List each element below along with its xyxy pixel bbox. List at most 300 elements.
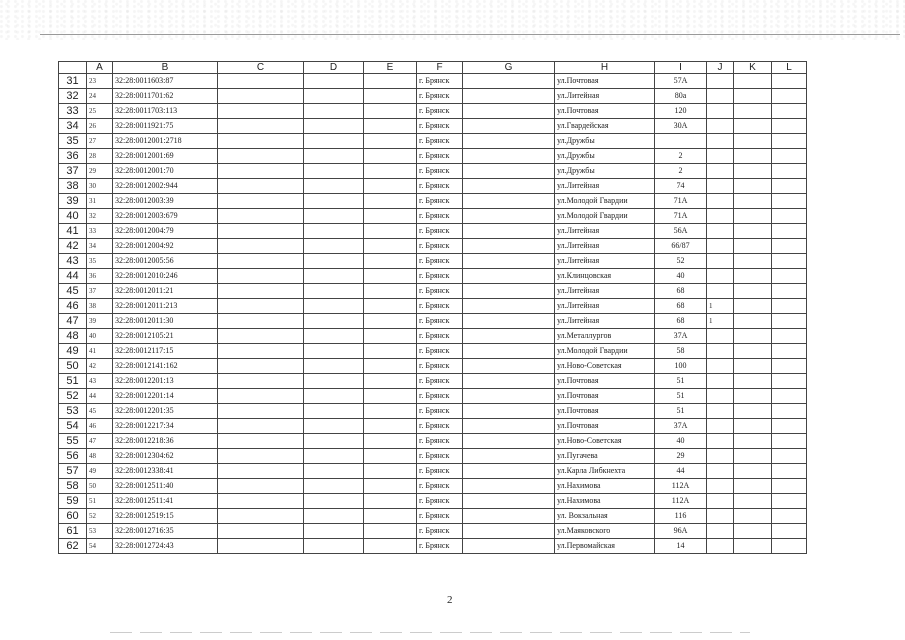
cell-k[interactable] — [734, 299, 772, 314]
cell-d[interactable] — [304, 104, 364, 119]
cell-c[interactable] — [218, 464, 304, 479]
cell-j[interactable] — [707, 239, 734, 254]
cell-g[interactable] — [463, 449, 555, 464]
cell-i[interactable] — [655, 134, 707, 149]
cell-e[interactable] — [364, 329, 417, 344]
cell-d[interactable] — [304, 419, 364, 434]
cell-i[interactable]: 29 — [655, 449, 707, 464]
cell-f[interactable]: г. Брянск — [417, 344, 463, 359]
cell-e[interactable] — [364, 209, 417, 224]
cell-e[interactable] — [364, 479, 417, 494]
cell-d[interactable] — [304, 164, 364, 179]
cell-l[interactable] — [772, 74, 807, 89]
cell-l[interactable] — [772, 329, 807, 344]
cell-e[interactable] — [364, 104, 417, 119]
cell-j[interactable] — [707, 344, 734, 359]
cell-a[interactable]: 30 — [87, 179, 113, 194]
column-header-h[interactable]: H — [555, 62, 655, 74]
cell-e[interactable] — [364, 239, 417, 254]
cell-d[interactable] — [304, 209, 364, 224]
cell-a[interactable]: 41 — [87, 344, 113, 359]
cell-g[interactable] — [463, 329, 555, 344]
cell-g[interactable] — [463, 374, 555, 389]
cell-l[interactable] — [772, 434, 807, 449]
cell-a[interactable]: 37 — [87, 284, 113, 299]
cell-j[interactable] — [707, 269, 734, 284]
cell-b[interactable]: 32:28:0012003:679 — [113, 209, 218, 224]
cell-c[interactable] — [218, 119, 304, 134]
cell-f[interactable]: г. Брянск — [417, 479, 463, 494]
cell-b[interactable]: 32:28:0012105:21 — [113, 329, 218, 344]
cell-g[interactable] — [463, 74, 555, 89]
cell-g[interactable] — [463, 509, 555, 524]
cell-a[interactable]: 35 — [87, 254, 113, 269]
cell-l[interactable] — [772, 284, 807, 299]
cell-b[interactable]: 32:28:0012117:15 — [113, 344, 218, 359]
cell-g[interactable] — [463, 479, 555, 494]
cell-j[interactable] — [707, 254, 734, 269]
cell-f[interactable]: г. Брянск — [417, 74, 463, 89]
cell-h[interactable]: ул.Почтовая — [555, 389, 655, 404]
cell-k[interactable] — [734, 254, 772, 269]
cell-d[interactable] — [304, 539, 364, 554]
cell-f[interactable]: г. Брянск — [417, 494, 463, 509]
cell-j[interactable] — [707, 539, 734, 554]
cell-e[interactable] — [364, 434, 417, 449]
cell-f[interactable]: г. Брянск — [417, 314, 463, 329]
cell-c[interactable] — [218, 269, 304, 284]
cell-c[interactable] — [218, 329, 304, 344]
cell-e[interactable] — [364, 284, 417, 299]
cell-l[interactable] — [772, 179, 807, 194]
cell-h[interactable]: ул.Литейная — [555, 284, 655, 299]
cell-i[interactable]: 68 — [655, 284, 707, 299]
cell-i[interactable]: 37А — [655, 419, 707, 434]
cell-a[interactable]: 54 — [87, 539, 113, 554]
cell-e[interactable] — [364, 494, 417, 509]
cell-b[interactable]: 32:28:0011921:75 — [113, 119, 218, 134]
cell-k[interactable] — [734, 419, 772, 434]
cell-i[interactable]: 44 — [655, 464, 707, 479]
cell-i[interactable]: 30А — [655, 119, 707, 134]
cell-c[interactable] — [218, 134, 304, 149]
cell-g[interactable] — [463, 194, 555, 209]
cell-d[interactable] — [304, 314, 364, 329]
column-header-b[interactable]: B — [113, 62, 218, 74]
cell-f[interactable]: г. Брянск — [417, 419, 463, 434]
cell-g[interactable] — [463, 254, 555, 269]
cell-g[interactable] — [463, 284, 555, 299]
cell-d[interactable] — [304, 194, 364, 209]
cell-c[interactable] — [218, 149, 304, 164]
cell-l[interactable] — [772, 194, 807, 209]
row-number[interactable]: 56 — [59, 449, 87, 464]
cell-e[interactable] — [364, 74, 417, 89]
cell-h[interactable]: ул.Карла Либкнехта — [555, 464, 655, 479]
row-number[interactable]: 43 — [59, 254, 87, 269]
cell-l[interactable] — [772, 419, 807, 434]
cell-i[interactable]: 96А — [655, 524, 707, 539]
cell-a[interactable]: 39 — [87, 314, 113, 329]
cell-b[interactable]: 32:28:0011701:62 — [113, 89, 218, 104]
cell-k[interactable] — [734, 389, 772, 404]
cell-j[interactable]: 1 — [707, 314, 734, 329]
cell-k[interactable] — [734, 494, 772, 509]
cell-k[interactable] — [734, 284, 772, 299]
cell-b[interactable]: 32:28:0012001:70 — [113, 164, 218, 179]
cell-e[interactable] — [364, 389, 417, 404]
cell-c[interactable] — [218, 434, 304, 449]
cell-f[interactable]: г. Брянск — [417, 449, 463, 464]
row-number[interactable]: 44 — [59, 269, 87, 284]
cell-j[interactable] — [707, 329, 734, 344]
cell-j[interactable] — [707, 284, 734, 299]
cell-c[interactable] — [218, 494, 304, 509]
cell-b[interactable]: 32:28:0012011:21 — [113, 284, 218, 299]
cell-k[interactable] — [734, 329, 772, 344]
cell-f[interactable]: г. Брянск — [417, 194, 463, 209]
column-header-k[interactable]: K — [734, 62, 772, 74]
cell-b[interactable]: 32:28:0011603:87 — [113, 74, 218, 89]
cell-a[interactable]: 52 — [87, 509, 113, 524]
cell-b[interactable]: 32:28:0012201:35 — [113, 404, 218, 419]
cell-i[interactable]: 68 — [655, 299, 707, 314]
cell-f[interactable]: г. Брянск — [417, 329, 463, 344]
cell-b[interactable]: 32:28:0012511:40 — [113, 479, 218, 494]
cell-h[interactable]: ул.Литейная — [555, 254, 655, 269]
row-number[interactable]: 37 — [59, 164, 87, 179]
column-header-d[interactable]: D — [304, 62, 364, 74]
cell-i[interactable]: 100 — [655, 359, 707, 374]
cell-i[interactable]: 2 — [655, 164, 707, 179]
cell-b[interactable]: 32:28:0012217:34 — [113, 419, 218, 434]
cell-g[interactable] — [463, 344, 555, 359]
cell-d[interactable] — [304, 509, 364, 524]
cell-g[interactable] — [463, 419, 555, 434]
cell-a[interactable]: 47 — [87, 434, 113, 449]
cell-l[interactable] — [772, 449, 807, 464]
cell-j[interactable] — [707, 164, 734, 179]
cell-g[interactable] — [463, 134, 555, 149]
cell-d[interactable] — [304, 119, 364, 134]
cell-l[interactable] — [772, 479, 807, 494]
cell-f[interactable]: г. Брянск — [417, 149, 463, 164]
cell-j[interactable]: 1 — [707, 299, 734, 314]
cell-k[interactable] — [734, 374, 772, 389]
cell-d[interactable] — [304, 449, 364, 464]
cell-b[interactable]: 32:28:0012003:39 — [113, 194, 218, 209]
cell-e[interactable] — [364, 314, 417, 329]
cell-e[interactable] — [364, 524, 417, 539]
cell-j[interactable] — [707, 404, 734, 419]
cell-g[interactable] — [463, 179, 555, 194]
cell-h[interactable]: ул.Литейная — [555, 89, 655, 104]
cell-h[interactable]: ул.Молодой Гвардии — [555, 209, 655, 224]
cell-g[interactable] — [463, 104, 555, 119]
row-number[interactable]: 49 — [59, 344, 87, 359]
cell-f[interactable]: г. Брянск — [417, 434, 463, 449]
cell-j[interactable] — [707, 434, 734, 449]
cell-h[interactable]: ул.Ново-Советская — [555, 434, 655, 449]
cell-a[interactable]: 38 — [87, 299, 113, 314]
cell-j[interactable] — [707, 509, 734, 524]
cell-g[interactable] — [463, 119, 555, 134]
column-header-l[interactable]: L — [772, 62, 807, 74]
cell-e[interactable] — [364, 449, 417, 464]
cell-b[interactable]: 32:28:0012002:944 — [113, 179, 218, 194]
cell-h[interactable]: ул.Молодой Гвардии — [555, 344, 655, 359]
cell-l[interactable] — [772, 344, 807, 359]
row-number[interactable]: 47 — [59, 314, 87, 329]
cell-h[interactable]: ул.Почтовая — [555, 74, 655, 89]
cell-c[interactable] — [218, 104, 304, 119]
cell-a[interactable]: 23 — [87, 74, 113, 89]
cell-k[interactable] — [734, 89, 772, 104]
cell-a[interactable]: 26 — [87, 119, 113, 134]
cell-e[interactable] — [364, 269, 417, 284]
cell-a[interactable]: 24 — [87, 89, 113, 104]
cell-a[interactable]: 42 — [87, 359, 113, 374]
cell-g[interactable] — [463, 434, 555, 449]
cell-j[interactable] — [707, 389, 734, 404]
cell-g[interactable] — [463, 299, 555, 314]
cell-f[interactable]: г. Брянск — [417, 119, 463, 134]
cell-e[interactable] — [364, 359, 417, 374]
row-number[interactable]: 40 — [59, 209, 87, 224]
cell-b[interactable]: 32:28:0012201:14 — [113, 389, 218, 404]
cell-e[interactable] — [364, 119, 417, 134]
cell-k[interactable] — [734, 74, 772, 89]
cell-l[interactable] — [772, 149, 807, 164]
row-number[interactable]: 36 — [59, 149, 87, 164]
cell-l[interactable] — [772, 359, 807, 374]
cell-i[interactable]: 112А — [655, 494, 707, 509]
cell-k[interactable] — [734, 359, 772, 374]
cell-i[interactable]: 51 — [655, 374, 707, 389]
cell-e[interactable] — [364, 299, 417, 314]
cell-f[interactable]: г. Брянск — [417, 134, 463, 149]
cell-a[interactable]: 36 — [87, 269, 113, 284]
row-number[interactable]: 34 — [59, 119, 87, 134]
cell-c[interactable] — [218, 524, 304, 539]
row-number[interactable]: 60 — [59, 509, 87, 524]
cell-d[interactable] — [304, 74, 364, 89]
cell-h[interactable]: ул.Клинцовская — [555, 269, 655, 284]
cell-j[interactable] — [707, 464, 734, 479]
cell-l[interactable] — [772, 299, 807, 314]
cell-c[interactable] — [218, 314, 304, 329]
cell-f[interactable]: г. Брянск — [417, 164, 463, 179]
cell-a[interactable]: 50 — [87, 479, 113, 494]
cell-l[interactable] — [772, 374, 807, 389]
cell-e[interactable] — [364, 539, 417, 554]
cell-i[interactable]: 51 — [655, 389, 707, 404]
cell-a[interactable]: 45 — [87, 404, 113, 419]
cell-g[interactable] — [463, 164, 555, 179]
row-number[interactable]: 50 — [59, 359, 87, 374]
cell-i[interactable]: 40 — [655, 434, 707, 449]
cell-b[interactable]: 32:28:0012141:162 — [113, 359, 218, 374]
cell-h[interactable]: ул.Дружбы — [555, 134, 655, 149]
cell-d[interactable] — [304, 269, 364, 284]
cell-g[interactable] — [463, 404, 555, 419]
cell-k[interactable] — [734, 464, 772, 479]
cell-g[interactable] — [463, 269, 555, 284]
cell-k[interactable] — [734, 119, 772, 134]
cell-c[interactable] — [218, 404, 304, 419]
cell-j[interactable] — [707, 359, 734, 374]
cell-g[interactable] — [463, 149, 555, 164]
cell-l[interactable] — [772, 524, 807, 539]
cell-j[interactable] — [707, 524, 734, 539]
cell-h[interactable]: ул.Почтовая — [555, 104, 655, 119]
cell-b[interactable]: 32:28:0012010:246 — [113, 269, 218, 284]
row-number[interactable]: 53 — [59, 404, 87, 419]
cell-i[interactable]: 2 — [655, 149, 707, 164]
row-number[interactable]: 54 — [59, 419, 87, 434]
cell-f[interactable]: г. Брянск — [417, 224, 463, 239]
cell-g[interactable] — [463, 539, 555, 554]
cell-i[interactable]: 51 — [655, 404, 707, 419]
cell-b[interactable]: 32:28:0012716:35 — [113, 524, 218, 539]
cell-d[interactable] — [304, 524, 364, 539]
cell-l[interactable] — [772, 119, 807, 134]
cell-h[interactable]: ул.Молодой Гвардии — [555, 194, 655, 209]
row-number[interactable]: 41 — [59, 224, 87, 239]
cell-e[interactable] — [364, 419, 417, 434]
cell-d[interactable] — [304, 344, 364, 359]
cell-d[interactable] — [304, 374, 364, 389]
cell-g[interactable] — [463, 89, 555, 104]
cell-k[interactable] — [734, 479, 772, 494]
cell-j[interactable] — [707, 89, 734, 104]
cell-c[interactable] — [218, 539, 304, 554]
cell-d[interactable] — [304, 254, 364, 269]
cell-i[interactable]: 14 — [655, 539, 707, 554]
column-header-a[interactable]: A — [87, 62, 113, 74]
cell-i[interactable]: 57А — [655, 74, 707, 89]
cell-d[interactable] — [304, 359, 364, 374]
cell-k[interactable] — [734, 149, 772, 164]
cell-a[interactable]: 48 — [87, 449, 113, 464]
cell-e[interactable] — [364, 89, 417, 104]
cell-i[interactable]: 120 — [655, 104, 707, 119]
cell-k[interactable] — [734, 194, 772, 209]
row-number[interactable]: 42 — [59, 239, 87, 254]
cell-a[interactable]: 33 — [87, 224, 113, 239]
cell-d[interactable] — [304, 134, 364, 149]
cell-e[interactable] — [364, 344, 417, 359]
row-number[interactable]: 51 — [59, 374, 87, 389]
cell-g[interactable] — [463, 314, 555, 329]
cell-k[interactable] — [734, 404, 772, 419]
cell-a[interactable]: 34 — [87, 239, 113, 254]
cell-g[interactable] — [463, 359, 555, 374]
column-header-j[interactable]: J — [707, 62, 734, 74]
column-header-g[interactable]: G — [463, 62, 555, 74]
cell-e[interactable] — [364, 254, 417, 269]
cell-c[interactable] — [218, 479, 304, 494]
cell-e[interactable] — [364, 374, 417, 389]
cell-f[interactable]: г. Брянск — [417, 209, 463, 224]
cell-j[interactable] — [707, 134, 734, 149]
row-number[interactable]: 61 — [59, 524, 87, 539]
cell-a[interactable]: 43 — [87, 374, 113, 389]
cell-g[interactable] — [463, 239, 555, 254]
cell-h[interactable]: ул.Почтовая — [555, 374, 655, 389]
cell-i[interactable]: 68 — [655, 314, 707, 329]
cell-k[interactable] — [734, 269, 772, 284]
cell-d[interactable] — [304, 149, 364, 164]
cell-f[interactable]: г. Брянск — [417, 524, 463, 539]
cell-a[interactable]: 32 — [87, 209, 113, 224]
row-number[interactable]: 32 — [59, 89, 87, 104]
cell-j[interactable] — [707, 479, 734, 494]
cell-c[interactable] — [218, 374, 304, 389]
cell-l[interactable] — [772, 239, 807, 254]
cell-d[interactable] — [304, 89, 364, 104]
cell-l[interactable] — [772, 389, 807, 404]
cell-k[interactable] — [734, 524, 772, 539]
cell-j[interactable] — [707, 224, 734, 239]
cell-e[interactable] — [364, 149, 417, 164]
cell-l[interactable] — [772, 464, 807, 479]
cell-e[interactable] — [364, 464, 417, 479]
cell-c[interactable] — [218, 224, 304, 239]
cell-b[interactable]: 32:28:0012511:41 — [113, 494, 218, 509]
cell-h[interactable]: ул.Пугачева — [555, 449, 655, 464]
cell-h[interactable]: ул.Металлургов — [555, 329, 655, 344]
cell-h[interactable]: ул.Литейная — [555, 179, 655, 194]
cell-k[interactable] — [734, 509, 772, 524]
cell-h[interactable]: ул.Ново-Советская — [555, 359, 655, 374]
cell-l[interactable] — [772, 314, 807, 329]
cell-c[interactable] — [218, 344, 304, 359]
cell-c[interactable] — [218, 74, 304, 89]
cell-h[interactable]: ул.Литейная — [555, 239, 655, 254]
cell-h[interactable]: ул.Почтовая — [555, 419, 655, 434]
cell-d[interactable] — [304, 299, 364, 314]
row-number[interactable]: 59 — [59, 494, 87, 509]
cell-c[interactable] — [218, 449, 304, 464]
cell-h[interactable]: ул.Нахимова — [555, 494, 655, 509]
cell-k[interactable] — [734, 134, 772, 149]
row-number[interactable]: 52 — [59, 389, 87, 404]
cell-g[interactable] — [463, 494, 555, 509]
cell-l[interactable] — [772, 509, 807, 524]
cell-i[interactable]: 37А — [655, 329, 707, 344]
cell-l[interactable] — [772, 224, 807, 239]
cell-b[interactable]: 32:28:0012011:213 — [113, 299, 218, 314]
cell-f[interactable]: г. Брянск — [417, 359, 463, 374]
cell-b[interactable]: 32:28:0012001:69 — [113, 149, 218, 164]
cell-k[interactable] — [734, 224, 772, 239]
cell-a[interactable]: 44 — [87, 389, 113, 404]
cell-h[interactable]: ул.Гвардейская — [555, 119, 655, 134]
cell-e[interactable] — [364, 194, 417, 209]
cell-h[interactable]: ул.Маяковского — [555, 524, 655, 539]
cell-j[interactable] — [707, 104, 734, 119]
cell-e[interactable] — [364, 164, 417, 179]
cell-i[interactable]: 74 — [655, 179, 707, 194]
cell-e[interactable] — [364, 179, 417, 194]
cell-l[interactable] — [772, 164, 807, 179]
cell-c[interactable] — [218, 194, 304, 209]
cell-b[interactable]: 32:28:0012001:2718 — [113, 134, 218, 149]
cell-d[interactable] — [304, 434, 364, 449]
cell-f[interactable]: г. Брянск — [417, 284, 463, 299]
row-number[interactable]: 33 — [59, 104, 87, 119]
